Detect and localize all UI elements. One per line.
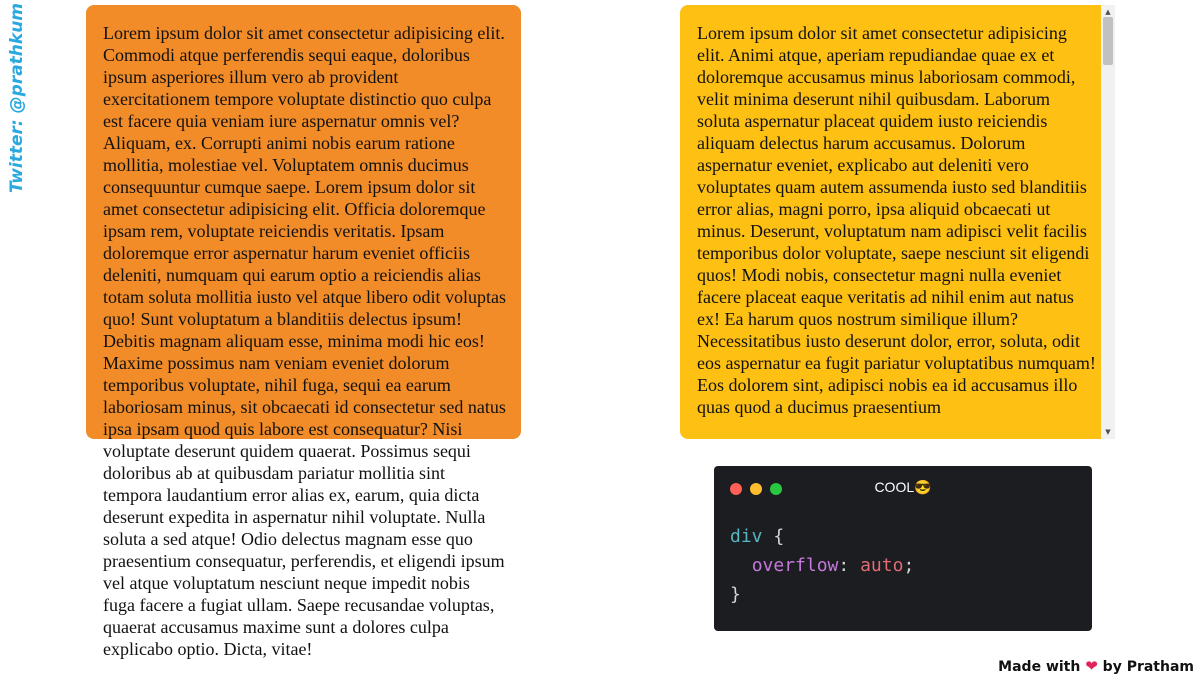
sunglasses-emoji-icon: 😎 <box>914 479 932 495</box>
code-title-text: COOL <box>874 479 915 495</box>
twitter-handle-sidebar <box>0 0 34 200</box>
scrollbar-thumb[interactable] <box>1103 17 1113 65</box>
css-property: overflow <box>751 555 839 576</box>
css-code <box>730 522 914 609</box>
css-close-brace: } <box>730 584 741 605</box>
vertical-scrollbar[interactable] <box>1101 5 1115 439</box>
scroll-up-arrow-icon[interactable]: ▲ <box>1105 8 1111 16</box>
code-snippet-window <box>714 466 1092 631</box>
css-open-brace: { <box>762 526 785 547</box>
footer-credit <box>998 657 1194 675</box>
overflow-visible-text: Lorem ipsum dolor sit amet consectetur adipisicing elit. Commodi atque perferendis sequi eaque, doloribus ipsum asperiores illum vero ab provident exercitationem tempore voluptate distinctio quo culpa est facere quia veniam iure aspernatur omnis vel? Aliquam, ex. Corrupti animi nobis earum ratione mollitia, molestiae vel. Voluptatem omnis ducimus consequuntur cumque saepe. Lorem ipsum dolor sit amet consectetur adipisicing elit. Officia doloremque ipsam rem, voluptate reiciendis veritatis. Ipsam doloremque error aspernatur harum eveniet officiis deleniti, numquam qui earum optio a reiciendis alias totam soluta mollitia iusto vel atque libero odit voluptas quo! Sunt voluptatum a blanditiis delectus ipsum! Debitis magnam aliquam esse, minima modi hic eos! Maxime possimus nam veniam eveniet dolorum temporibus voluptate, nihil fuga, sequi ea earum laboriosam minus, sit obcaecati id consectetur sed natus ipsa ipsam quod quis labore est consequatur? Nisi voluptate deserunt quidem quaerat. Possimus sequi doloribus ab at quibusdam pariatur mollitia sint tempora laudantium error alias ex, earum, quia dicta deserunt expedita in aspernatur nihil voluptate. Nulla soluta a sed atque! Odio delectus magnam esse quo praesentium consequatur, perferendis, et eligendi ipsum vel atque voluptatum nesciunt neque impedit nobis fuga facere a fugiat ullam. Saepe recusandae voluptas, quaerat accusamus maxime sunt a dolores culpa explicabo optio. Dicta, vitae! <box>103 23 506 659</box>
overflow-auto-text: Lorem ipsum dolor sit amet consectetur adipisicing elit. Animi atque, aperiam repudiandae quae ex et doloremque accusamus minus laboriosam commodi, velit minima deserunt nihil quibusdam. Laborum soluta aspernatur placeat quidem iusto reiciendis aliquam delectus harum accusamus. Dolorum aspernatur eveniet, explicabo aut deleniti vero voluptates quam autem assumenda iusto sed blanditiis error alias, magni porro, ipsa aliquid obcaecati ut minus. Deserunt, voluptatum nam adipisci velit facilis temporibus dolor voluptate, saepe nesciunt sit eligendi quos! Modi nobis, consectetur magni nulla eveniet facere placeat eaque veritatis ad nihil enim aut natus ex! Ea harum quos nostrum similique illum? Necessitatibus iusto deserunt dolor, error, soluta, odit eos aspernatur ea fugit pariatur voluptatibus numquam! Eos dolorem sint, adipisci nobis ea id accusamus illo quas quod a ducimus praesentium <box>697 23 1096 417</box>
code-window-title <box>714 479 1092 496</box>
footer-author: by Pratham <box>1102 659 1194 675</box>
css-selector: div <box>730 526 763 547</box>
heart-icon: ❤ <box>1085 657 1098 675</box>
css-semicolon: ; <box>903 555 915 576</box>
scroll-down-arrow-icon[interactable]: ▼ <box>1105 428 1111 436</box>
footer-made-with: Made with <box>998 659 1081 675</box>
twitter-handle[interactable]: Twitter: @prathkum <box>7 2 27 194</box>
overflow-auto-card[interactable] <box>680 5 1115 439</box>
css-colon: : <box>838 555 861 576</box>
css-value: auto <box>860 555 904 576</box>
